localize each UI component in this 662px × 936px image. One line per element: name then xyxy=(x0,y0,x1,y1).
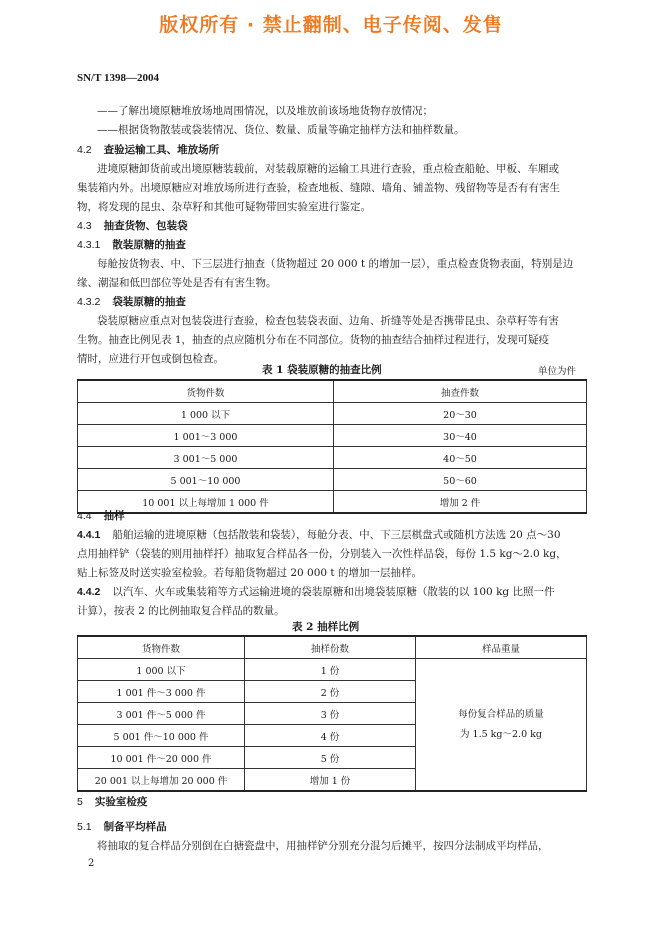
table-cell: 增加 1 份 xyxy=(245,769,416,792)
paragraph-line: 点用抽样铲（袋装的则用抽样扦）抽取复合样品各一份，分别装入一次性样品袋，每份 1.5 kg～2.0 kg， xyxy=(77,548,567,560)
table1-unit: 单位为件 xyxy=(538,366,577,377)
section-number: 5 xyxy=(77,796,83,808)
table-row xyxy=(78,425,587,447)
weight-cell xyxy=(416,659,587,792)
table-header: 抽样份数 xyxy=(245,636,416,659)
paragraph-line: 袋装原糖应重点对包装袋进行查验，检查包装袋表面、边角、折缝等处是否携带昆虫、杂草籽等有害 xyxy=(97,315,559,327)
table-cell: 5 份 xyxy=(245,747,416,769)
table2-caption: 表 2 抽样比例 xyxy=(292,621,360,633)
table-cell: 50～60 xyxy=(334,469,587,491)
section-number: 4.3.1 xyxy=(77,239,101,251)
section-heading-4-3 xyxy=(77,217,188,236)
section-title: 抽查货物、包装袋 xyxy=(103,220,188,232)
paragraph-line: 物，将发现的昆虫、杂草籽和其他可疑物带回实验室进行鉴定。 xyxy=(77,201,371,213)
paragraph-line-4-4-2 xyxy=(77,583,555,602)
table-row xyxy=(78,491,587,514)
table-2 xyxy=(77,635,587,792)
section-title: 袋装原糖的抽查 xyxy=(112,296,186,308)
table-cell: 4 份 xyxy=(245,725,416,747)
section-heading-5 xyxy=(77,793,147,812)
section-number: 4.4.1 xyxy=(77,529,101,541)
paragraph-line: 计算），按表 2 的比例抽取复合样品的数量。 xyxy=(77,605,285,617)
table-header: 货物件数 xyxy=(78,380,334,403)
table-cell: 5 001 件～10 000 件 xyxy=(78,725,245,747)
table-row xyxy=(78,659,587,681)
weight-text: 为 1.5 kg～2.0 kg xyxy=(460,728,542,740)
intro-line: ——了解出境原糖堆放场地周围情况，以及堆放前该场地货物存放情况； xyxy=(97,105,433,117)
section-number: 5.1 xyxy=(77,821,92,833)
table-1 xyxy=(77,379,587,514)
paragraph-line: 情时，应进行开包或倒包检查。 xyxy=(77,353,224,365)
section-title: 抽样 xyxy=(103,510,125,522)
paragraph-line: 每舱按货物表、中、下三层进行抽查（货物超过 20 000 t 的增加一层），重点检查货物表面，特别是边 xyxy=(97,258,574,270)
section-number: 4.4 xyxy=(77,510,92,522)
section-heading-4-2 xyxy=(77,141,219,160)
page-number: 2 xyxy=(88,858,95,869)
table-header: 样品重量 xyxy=(416,636,587,659)
table-cell: 20 001 以上每增加 20 000 件 xyxy=(78,769,245,792)
section-title: 散装原糖的抽查 xyxy=(112,239,186,251)
table-cell: 40～50 xyxy=(334,447,587,469)
table-header: 抽查件数 xyxy=(334,380,587,403)
table-cell: 1 000 以下 xyxy=(78,403,334,425)
paragraph-line: 缘、潮湿和低凹部位等处是否有有害生物。 xyxy=(77,277,277,289)
paragraph-line-4-4-1 xyxy=(77,526,561,545)
table-cell: 1 000 以下 xyxy=(78,659,245,681)
table-cell: 1 份 xyxy=(245,659,416,681)
paragraph-text: 以汽车、火车或集装箱等方式运输进境的袋装原糖和出境袋装原糖（散装的以 100 kg 比照一件 xyxy=(112,586,555,598)
table-cell: 2 份 xyxy=(245,681,416,703)
table-row xyxy=(78,403,587,425)
intro-line: ——根据货物散装或袋装情况、货位、数量、质量等确定抽样方法和抽样数量。 xyxy=(97,124,465,136)
section-title: 制备平均样品 xyxy=(103,821,167,833)
table-cell: 3 份 xyxy=(245,703,416,725)
paragraph-line: 贴上标签及时送实验室检验。若每船货物超过 20 000 t 的增加一层抽样。 xyxy=(77,567,422,579)
section-heading-4-3-2 xyxy=(77,293,186,312)
section-number: 4.3.2 xyxy=(77,296,101,308)
watermark-banner: 版权所有 · 禁止翻制、电子传阅、发售 xyxy=(159,14,503,36)
section-heading-5-1 xyxy=(77,818,167,837)
table-cell: 增加 2 件 xyxy=(334,491,587,514)
section-title: 查验运输工具、堆放场所 xyxy=(103,144,220,156)
section-number: 4.3 xyxy=(77,220,92,232)
section-heading-4-4 xyxy=(77,507,125,526)
paragraph-line: 进境原糖卸货前或出境原糖装载前，对装载原糖的运输工具进行查验，重点检查船舱、甲板、车厢或 xyxy=(97,163,559,175)
table1-caption: 表 1 袋装原糖的抽查比例 xyxy=(262,364,382,376)
weight-text: 每份复合样品的质量 xyxy=(458,708,544,720)
paragraph-text: 船舶运输的进境原糖（包括散装和袋装），每舱分表、中、下三层棋盘式或随机方法选 20 点～30 xyxy=(112,529,561,541)
table-cell: 3 001 件～5 000 件 xyxy=(78,703,245,725)
section-title: 实验室检疫 xyxy=(94,796,148,808)
paragraph-line: 生物。抽查比例见表 1，抽查的点应随机分布在不同部位。货物的抽查结合抽样过程进行，发现可疑疫 xyxy=(77,334,550,346)
table-cell: 30～40 xyxy=(334,425,587,447)
table-cell: 1 001～3 000 xyxy=(78,425,334,447)
table-cell: 5 001～10 000 xyxy=(78,469,334,491)
section-heading-4-3-1 xyxy=(77,236,186,255)
table-header: 货物件数 xyxy=(78,636,245,659)
table-cell: 3 001～5 000 xyxy=(78,447,334,469)
table-cell: 1 001 件～3 000 件 xyxy=(78,681,245,703)
standard-code: SN/T 1398—2004 xyxy=(77,72,160,84)
paragraph-line: 集装箱内外。出境原糖应对堆放场所进行查验，检查地板、缝隙、墙角、铺盖物、残留物等是否有有害生 xyxy=(77,182,560,194)
paragraph-line: 将抽取的复合样品分别倒在白搪瓷盘中，用抽样铲分别充分混匀后摊平，按四分法制成平均样品， xyxy=(97,840,549,852)
table-row xyxy=(78,469,587,491)
section-number: 4.2 xyxy=(77,144,92,156)
table-cell: 10 001 件～20 000 件 xyxy=(78,747,245,769)
section-number: 4.4.2 xyxy=(77,586,101,598)
table-cell: 20～30 xyxy=(334,403,587,425)
table-cell: 10 001 以上每增加 1 000 件 xyxy=(78,491,334,514)
table-row xyxy=(78,447,587,469)
